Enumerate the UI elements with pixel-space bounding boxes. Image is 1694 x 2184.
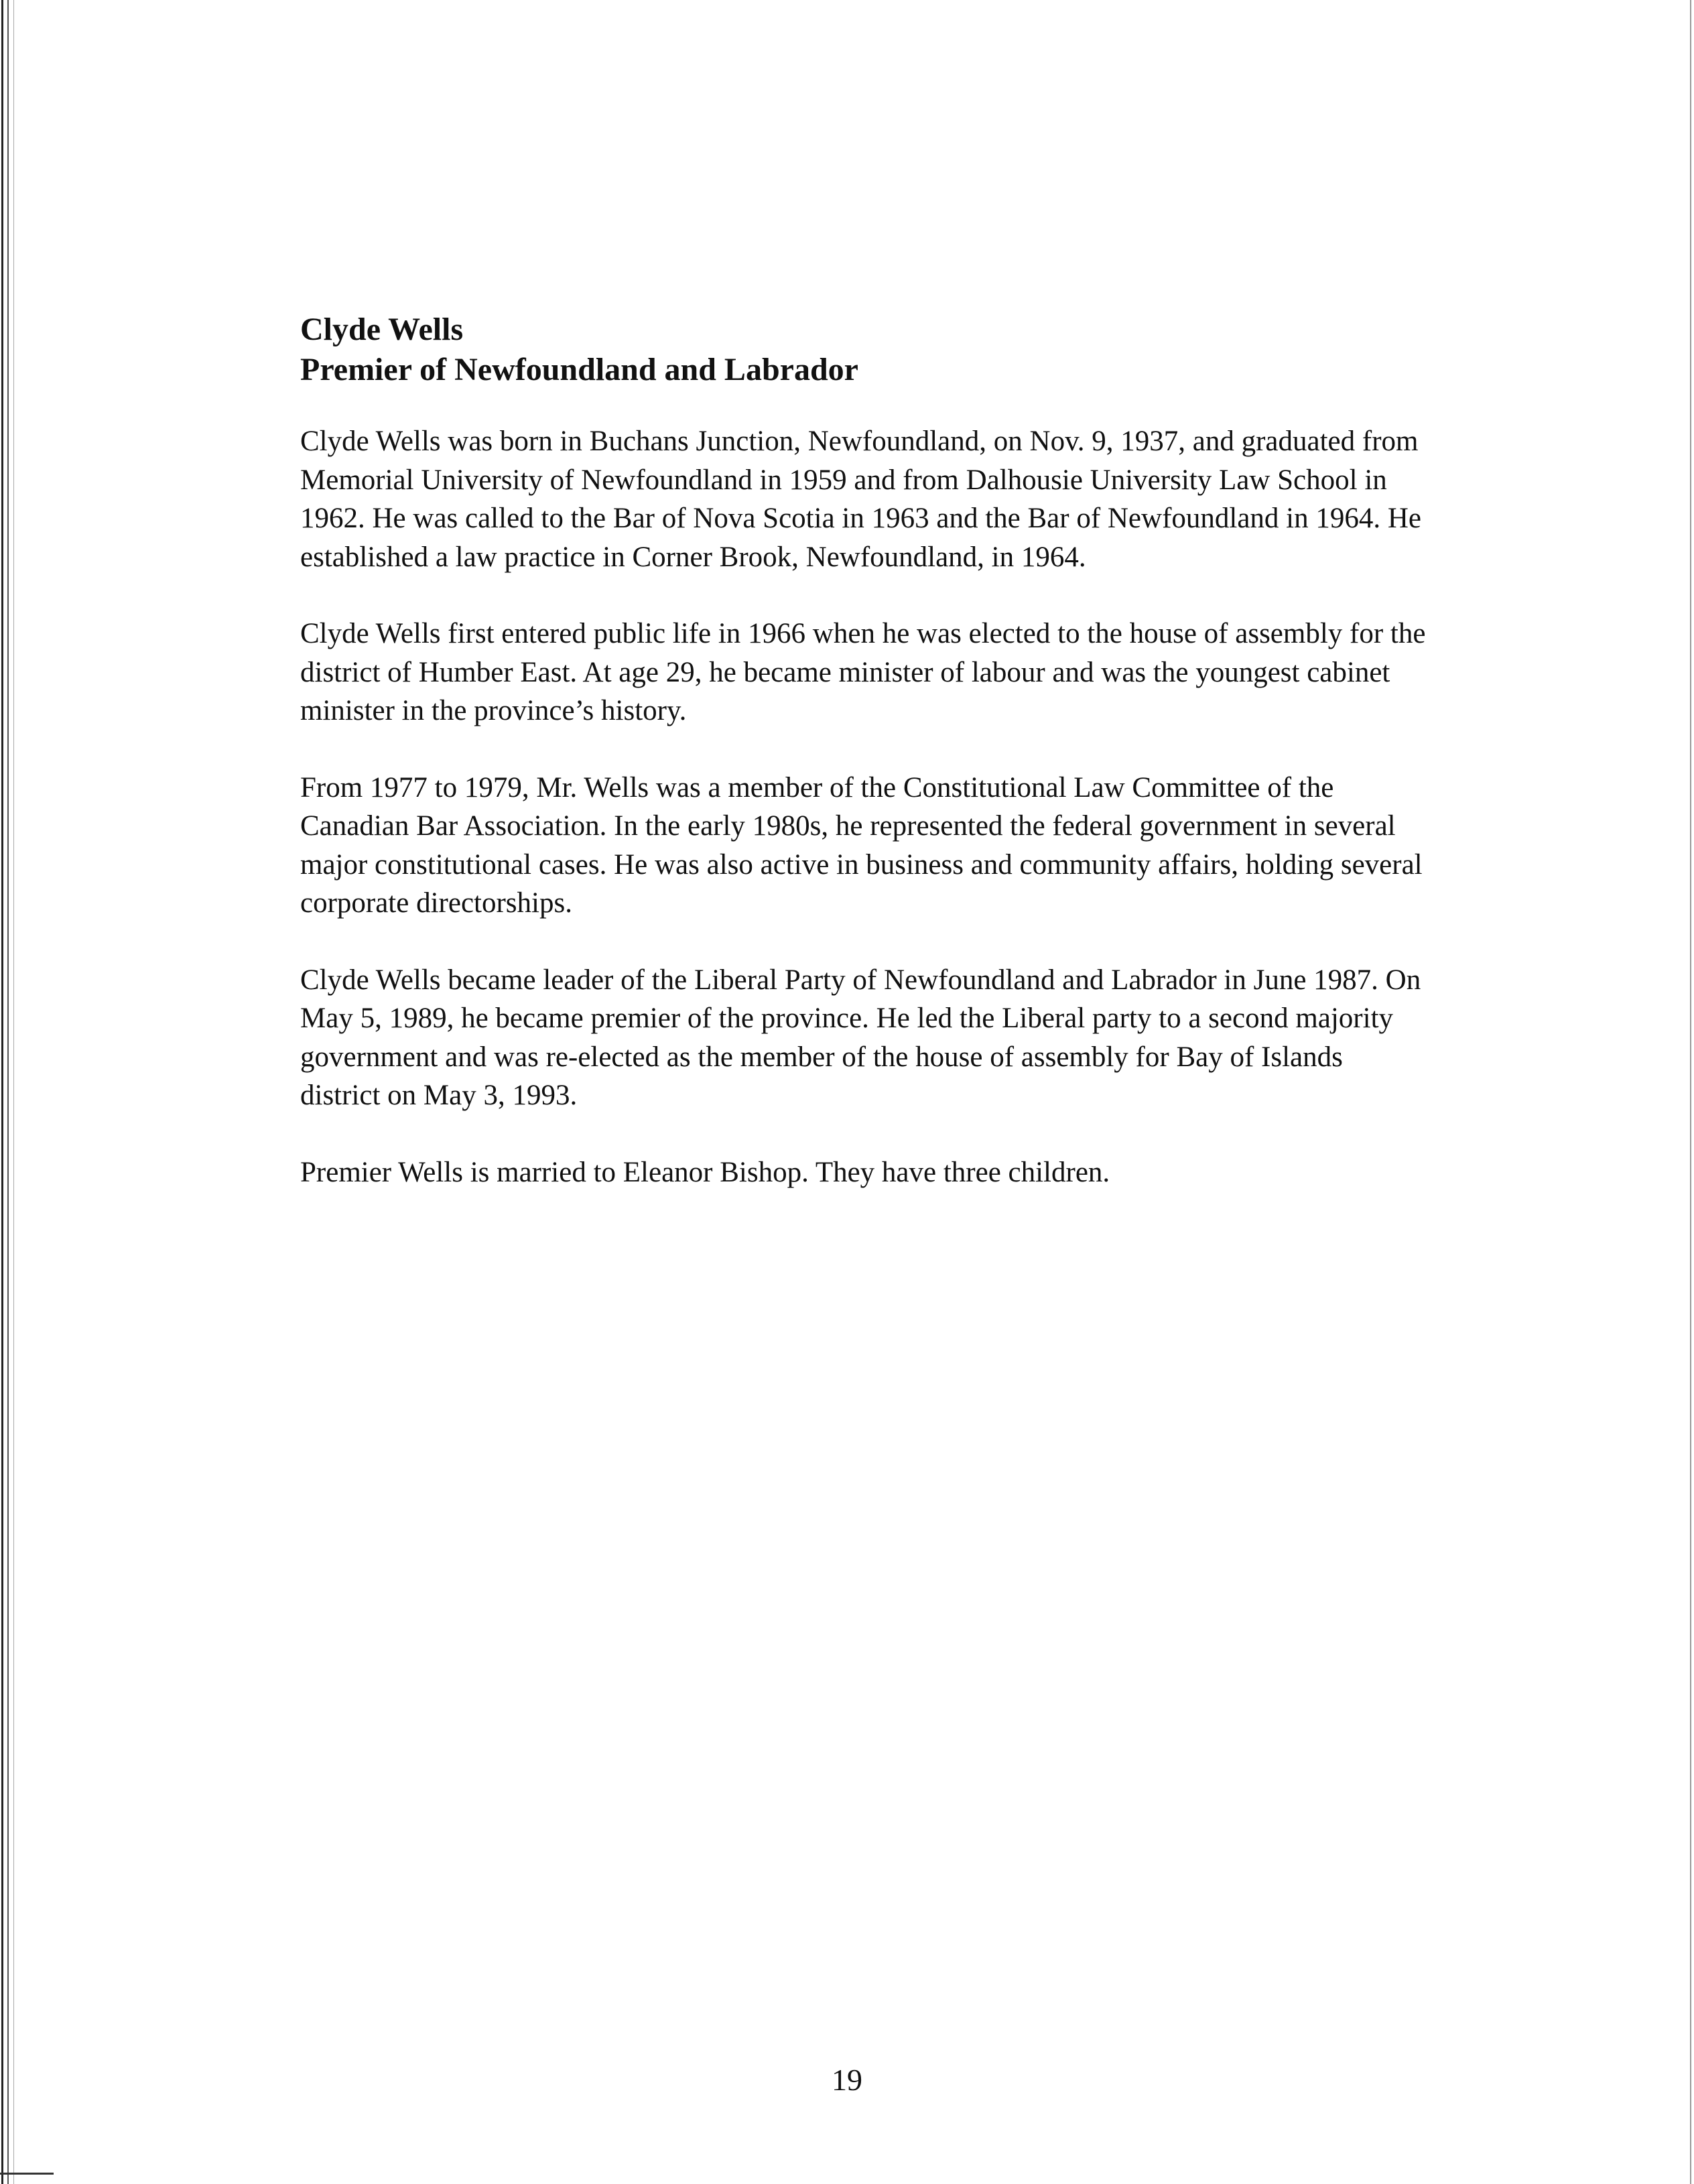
page-title: Clyde Wells xyxy=(300,312,464,347)
paragraph: Clyde Wells became leader of the Liberal Party of Newfoundland and Labrador in June 1987. On May 5, 1989, he became premier of the province. He led the Liberal party to a second majority government and was re-elected as the member of the house of assembly for Bay of Islands district on May 3, 1993. xyxy=(300,964,1421,1111)
paragraph: Clyde Wells first entered public life in 1966 when he was elected to the house of assembly for the district of Humber East. At age 29, he became minister of labour and was the youngest cabinet minister in the province’s history. xyxy=(300,618,1426,726)
document-body xyxy=(300,310,1426,1230)
page-number: 19 xyxy=(832,2063,862,2097)
paragraph: From 1977 to 1979, Mr. Wells was a member of the Constitutional Law Committee of the Canadian Bar Association. In the early 1980s, he represented the federal government in several major constitutional cases. He was also active in business and community affairs, holding several corporate directorships. xyxy=(300,771,1423,919)
scan-edge-line xyxy=(7,0,9,2184)
scan-edge-line xyxy=(1,0,3,2184)
scan-edge-line xyxy=(0,2173,54,2175)
paragraph: Premier Wells is married to Eleanor Bishop. They have three children. xyxy=(300,1156,1110,1188)
scan-edge-line xyxy=(1690,0,1691,2184)
page-subtitle: Premier of Newfoundland and Labrador xyxy=(300,352,858,387)
scan-edge-line xyxy=(13,0,14,2184)
paragraph: Clyde Wells was born in Buchans Junction, Newfoundland, on Nov. 9, 1937, and graduated from Memorial University of Newfoundland in 1959 and from Dalhousie University Law School in 1962. He was called to the Bar of Nova Scotia in 1963 and the Bar of Newfoundland in 1964. He established a law practice in Corner Brook, Newfoundland, in 1964. xyxy=(300,426,1422,573)
